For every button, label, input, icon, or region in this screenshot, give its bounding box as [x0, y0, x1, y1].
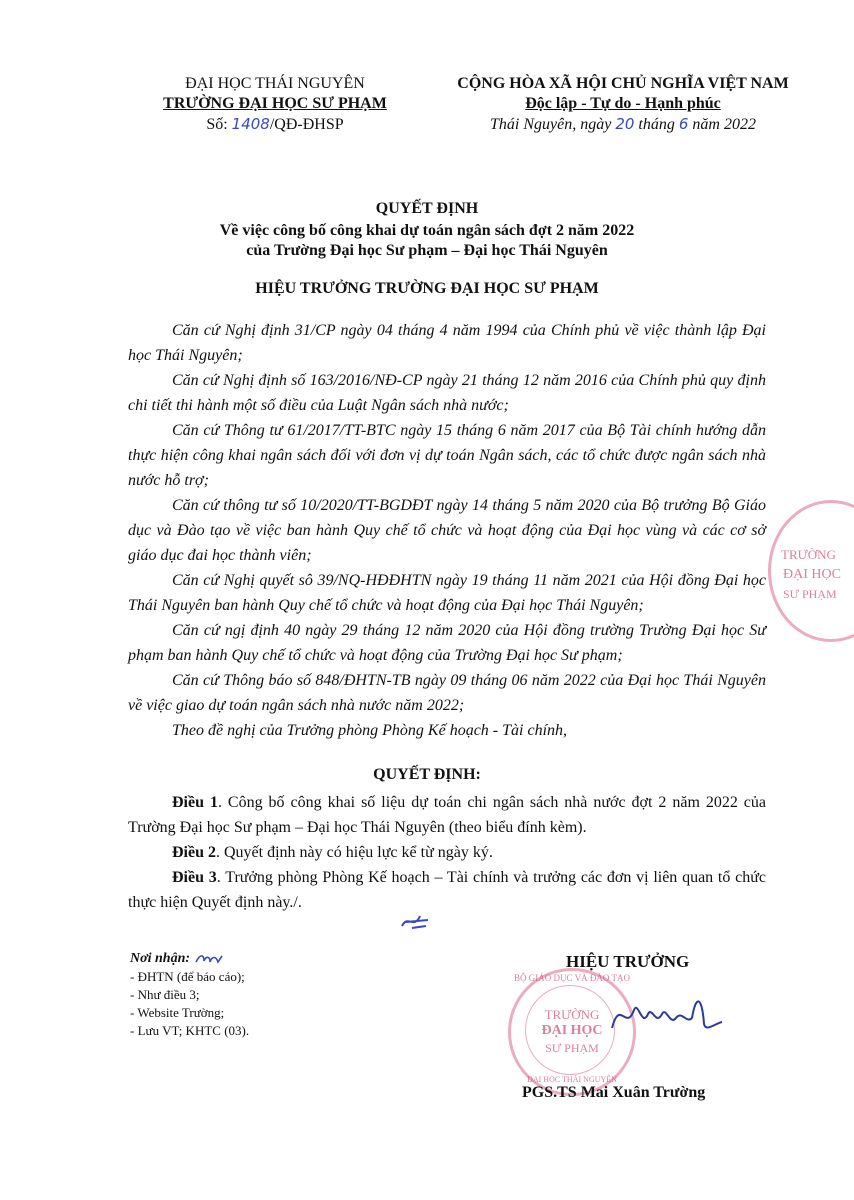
subject-line-1: Về việc công bố công khai dự toán ngân sách đợt 2 năm 2022 [219, 222, 635, 239]
initial-mark [398, 908, 434, 934]
basis-item: Căn cứ ngị định 40 ngày 29 tháng 12 năm 2020 của Hội đồng trường Trường Đại học Sư phạm ban hành Quy chế tổ chức và hoạt động của Trường Đại học Sư phạm; [128, 622, 766, 664]
margin-seal: TRƯỜNG ĐẠI HỌC SƯ PHẠM [768, 500, 854, 642]
recipient-item: - ĐHTN (để báo cáo); [130, 969, 245, 984]
header-left [140, 74, 410, 135]
basis-item: Căn cứ Thông tư 61/2017/TT-BTC ngày 15 tháng 6 năm 2017 của Bộ Tài chính hướng dẫn thực hiện công khai ngân sách đối với đơn vị dự toán Ngân sách, các tổ chức được ngân sách nhà nước hỗ trợ; [128, 422, 766, 489]
handwritten-initial [194, 952, 224, 966]
handwritten-number: 1408 [231, 115, 270, 133]
article-1: Điều 1. Công bố công khai số liệu dự toán chi ngân sách nhà nước đợt 2 năm 2022 của Trường Đại học Sư phạm – Đại học Thái Nguyên (theo biểu đính kèm). [128, 794, 767, 836]
basis-item: Căn cứ Nghị định số 163/2016/NĐ-CP ngày 21 tháng 12 năm 2016 của Chính phủ quy định chi tiết thi hành một số điều của Luật Ngân sách nhà nước; [128, 372, 766, 414]
basis-item: Căn cứ Nghị định 31/CP ngày 04 tháng 4 năm 1994 của Chính phủ về việc thành lập Đại học Thái Nguyên; [128, 322, 766, 364]
document-title: QUYẾT ĐỊNH [375, 200, 479, 217]
issue-date: Thái Nguyên, ngày 20 tháng 6 năm 2022 [490, 115, 756, 133]
official-seal: BỘ GIÁO DỤC VÀ ĐÀO TẠO TRƯỜNG ĐẠI HỌC SƯ PHẠM ĐẠI HỌC THÁI NGUYÊN [508, 968, 636, 1096]
recipients [130, 950, 390, 1040]
recipient-item: - Lưu VT; KHTC (03). [130, 1023, 250, 1038]
signatory-name: PGS.TS Mai Xuân Trường [522, 1084, 706, 1101]
handwritten-day: 20 [615, 115, 635, 133]
legal-bases [128, 318, 766, 743]
school-name: TRƯỜNG ĐẠI HỌC SƯ PHẠM [163, 95, 387, 112]
handwritten-month: 6 [678, 115, 689, 133]
header-right [418, 74, 828, 135]
basis-item: Theo đề nghị của Trưởng phòng Phòng Kế hoạch - Tài chính, [172, 722, 568, 739]
motto: Độc lập - Tự do - Hạnh phúc [525, 95, 721, 112]
issuing-authority: HIỆU TRƯỞNG TRƯỜNG ĐẠI HỌC SƯ PHẠM [255, 280, 599, 297]
recipients-heading: Nơi nhận: [130, 950, 390, 968]
articles [128, 790, 766, 915]
subject-line-2: của Trường Đại học Sư phạm – Đại học Thái Nguyên [246, 242, 608, 259]
article-2: Điều 2. Quyết định này có hiệu lực kể từ ngày ký. [172, 844, 493, 861]
handwritten-signature [606, 988, 726, 1044]
decision-heading: QUYẾT ĐỊNH: [373, 766, 481, 783]
recipient-item: - Website Trường; [130, 1005, 225, 1020]
basis-item: Căn cứ Nghị quyết sô 39/NQ-HĐĐHTN ngày 19 tháng 11 năm 2021 của Hội đồng Đại học Thái Nguyên ban hành Quy chế tổ chức và hoạt động của Đại học Thái Nguyên; [128, 572, 766, 614]
document-number: Số: 1408/QĐ-ĐHSP [206, 115, 344, 133]
basis-item: Căn cứ Thông báo số 848/ĐHTN-TB ngày 09 tháng 06 năm 2022 của Đại học Thái Nguyên về việc giao dự toán ngân sách nhà nước năm 2022; [128, 672, 766, 714]
university-name: ĐẠI HỌC THÁI NGUYÊN [185, 75, 365, 92]
article-3: Điều 3. Trưởng phòng Phòng Kế hoạch – Tài chính và trưởng các đơn vị liên quan tổ chức thực hiện Quyết định này./. [128, 869, 766, 911]
signatory-title: HIỆU TRƯỞNG [566, 952, 690, 971]
basis-item: Căn cứ thông tư số 10/2020/TT-BGDĐT ngày 14 tháng 5 năm 2020 của Bộ trưởng Bộ Giáo dục và Đào tạo về việc ban hành Quy chế tổ chức và hoạt động của Đại học vùng và các cơ sở giáo dục đai học thành viên; [128, 497, 766, 564]
nation-name: CỘNG HÒA XÃ HỘI CHỦ NGHĨA VIỆT NAM [457, 75, 789, 92]
recipient-item: - Như điều 3; [130, 987, 200, 1002]
